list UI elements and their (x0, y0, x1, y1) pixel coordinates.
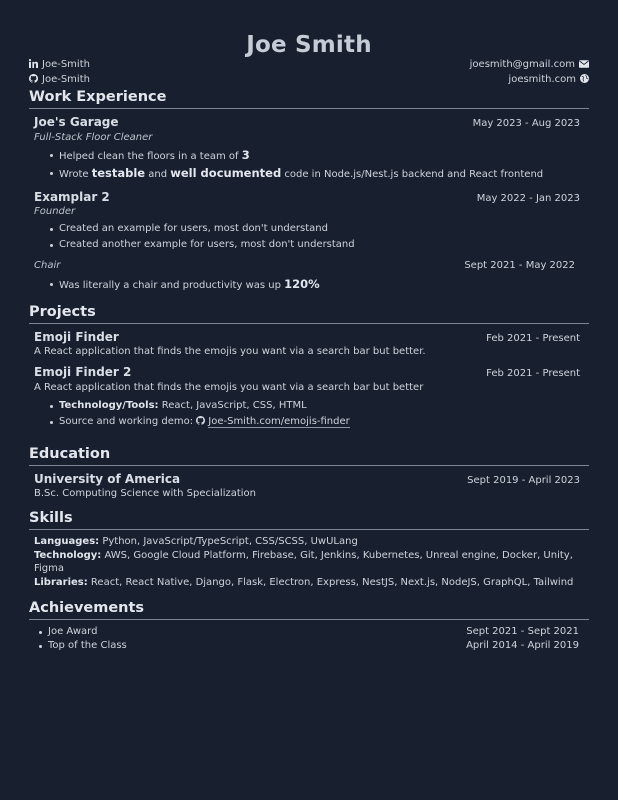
project-entry (29, 329, 589, 360)
job-role: Full-Stack Floor Cleaner (34, 131, 153, 143)
project-source: Source and working demo: Joe-Smith.com/emojis-finder (50, 414, 589, 431)
resume-name: Joe Smith (246, 32, 372, 58)
linkedin-row[interactable] (29, 58, 90, 73)
degree: B.Sc. Computing Science with Specialization (34, 488, 257, 499)
skills-list (29, 535, 589, 589)
achievement-item: Top of the Class April 2014 - April 2019 (39, 639, 589, 653)
project-description: A React application that finds the emojis you want via a search bar but better. (34, 346, 426, 357)
skills-row: Technology: AWS, Google Cloud Platform, Firebase, Git, Jenkins, Kubernetes, Unreal engine, Docker, Unity, Figma (34, 549, 573, 574)
achievement-item: Joe Award Sept 2021 - Sept 2021 (39, 625, 589, 639)
skills-row: Languages: Python, JavaScript/TypeScript, CSS/SCSS, UwULang (34, 536, 358, 547)
project-name: Emoji Finder 2 (34, 365, 132, 379)
section-title-skills: Skills (29, 509, 589, 530)
project-description: A React application that finds the emojis you want via a search bar but better (34, 381, 424, 393)
education-dates: Sept 2019 - April 2023 (467, 474, 580, 486)
project-dates: Feb 2021 - Present (486, 368, 580, 379)
job-company: Examplar 2 (34, 189, 110, 204)
contact-right (470, 58, 589, 87)
job-bullet: Was literally a chair and productivity was up 120% (50, 276, 589, 294)
project-name: Emoji Finder (34, 329, 119, 344)
contact-left (29, 58, 90, 87)
section-title-achievements: Achievements (29, 599, 589, 620)
school-name: University of America (34, 471, 181, 486)
github-icon (196, 415, 205, 431)
job-entry (29, 189, 589, 294)
education-entry (29, 471, 589, 502)
linkedin-icon (29, 59, 38, 73)
job-bullet: Created another example for users, most don't understand (50, 237, 589, 253)
job-bullet: Helped clean the floors in a team of 3 (50, 147, 589, 165)
globe-icon (580, 74, 589, 88)
section-title-education: Education (29, 445, 589, 466)
job-dates: May 2023 - Aug 2023 (472, 118, 580, 129)
github-icon (29, 74, 38, 88)
project-source-link[interactable]: Joe-Smith.com/emojis-finder (208, 415, 350, 427)
email-row[interactable] (470, 58, 589, 73)
job-role: Founder (34, 206, 76, 217)
job-dates: Sept 2021 - May 2022 (464, 260, 575, 271)
project-entry (29, 364, 589, 431)
github-row[interactable] (29, 73, 90, 88)
email-address: joesmith@gmail.com (469, 59, 575, 70)
job-bullet: Created an example for users, most don't understand (50, 221, 589, 237)
contact-bar (29, 58, 589, 88)
linkedin-handle: Joe-Smith (42, 59, 90, 70)
skills-row: Libraries: React, React Native, Django, Flask, Electron, Express, NestJS, Next.js, NodeJS, GraphQL, Tailwind (34, 576, 574, 588)
project-tools: Technology/Tools: React, JavaScript, CSS, HTML (50, 398, 589, 414)
section-title-work: Work Experience (29, 88, 589, 109)
job-dates: May 2022 - Jan 2023 (476, 192, 580, 204)
envelope-icon (579, 59, 589, 73)
project-dates: Feb 2021 - Present (486, 332, 580, 344)
job-bullet: Wrote testable and well documented code in Node.js/Nest.js backend and React frontend (50, 165, 589, 183)
website-url: joesmith.com (508, 73, 576, 85)
website-row[interactable] (470, 73, 589, 88)
job-company: Joe's Garage (34, 115, 119, 129)
section-title-projects: Projects (29, 303, 589, 324)
job-entry (29, 114, 589, 183)
job-role: Chair (34, 260, 61, 271)
achievements-list (29, 625, 589, 653)
github-handle: Joe-Smith (42, 73, 90, 85)
